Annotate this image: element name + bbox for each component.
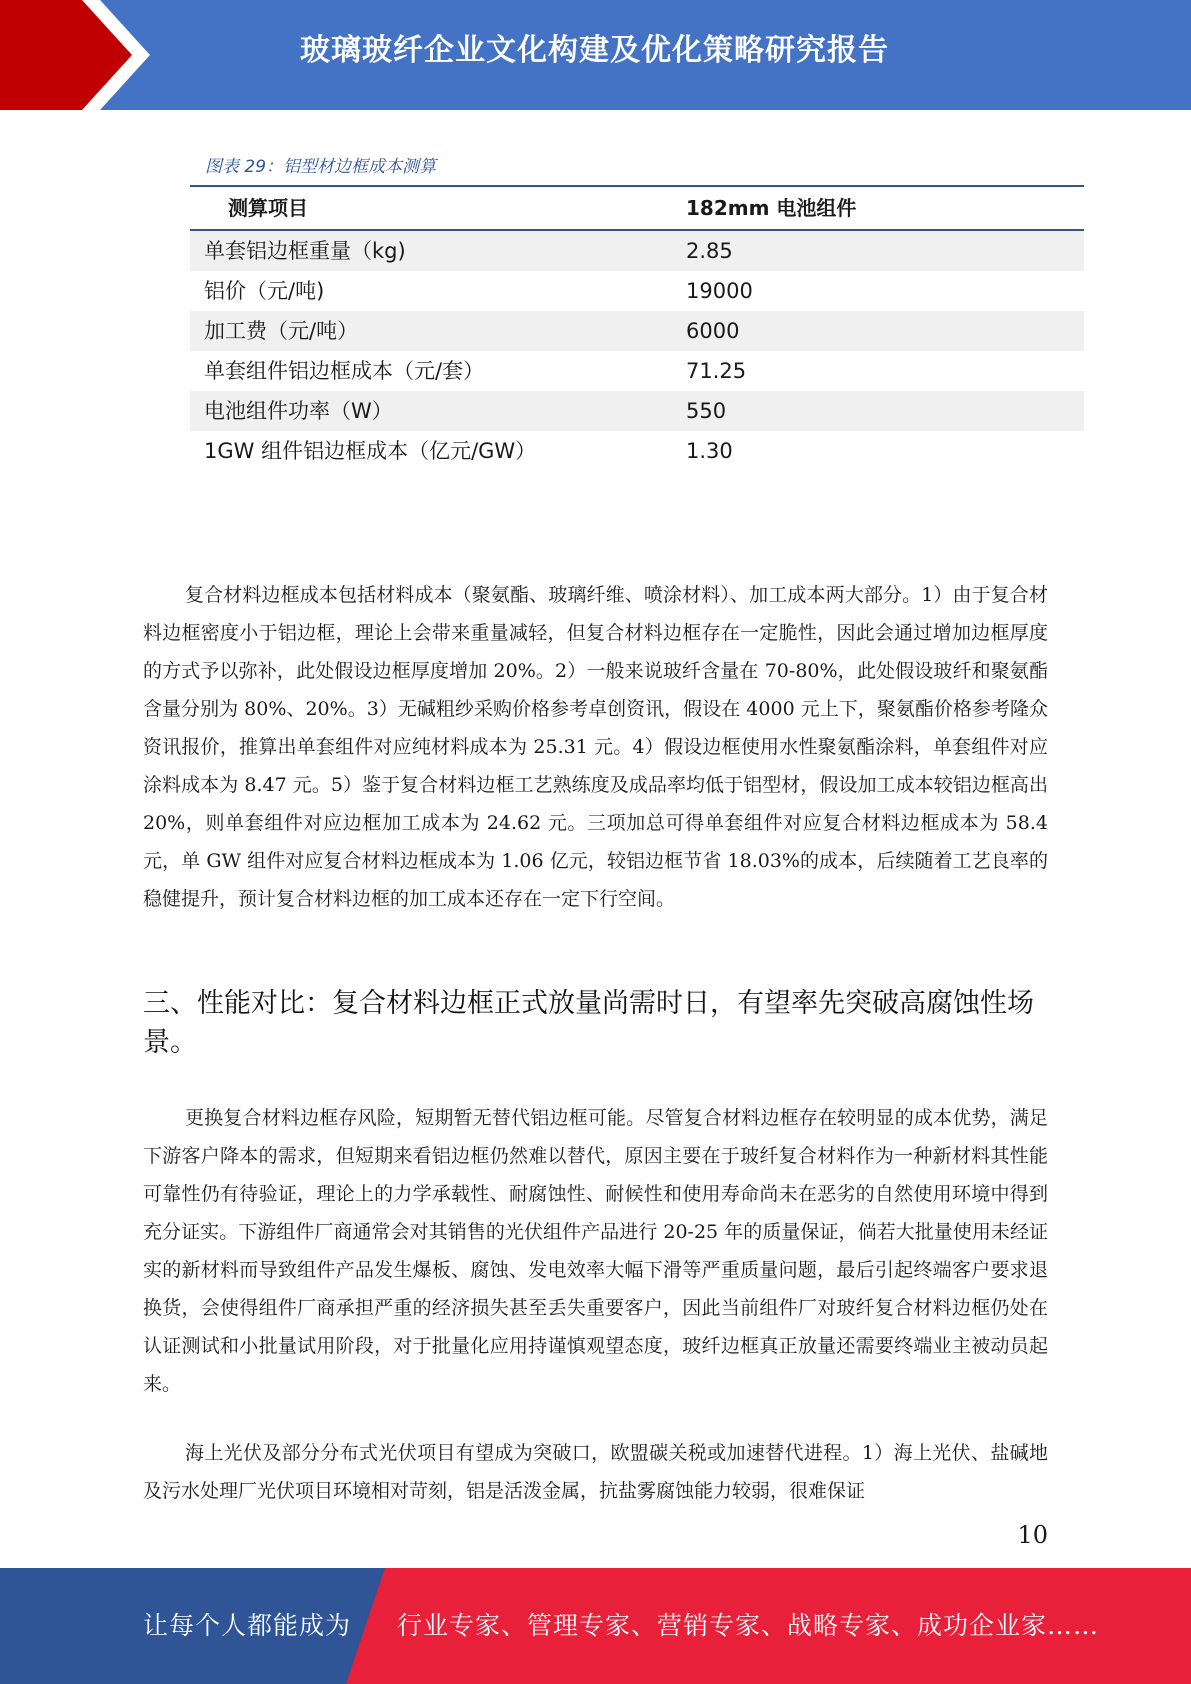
table-caption: 图表 29：铝型材边框成本测算 <box>205 157 437 177</box>
footer-slogan-left: 让每个人都能成为 <box>143 1611 352 1640</box>
table-row <box>190 391 1084 431</box>
table-header-value: 182mm 电池组件 <box>686 196 857 220</box>
footer-slogan-right: 行业专家、管理专家、营销专家、战略专家、成功企业家…… <box>397 1611 1100 1640</box>
table-cell-item: 单套铝边框重量（kg) <box>204 239 406 263</box>
table-cell-item: 电池组件功率（W） <box>204 399 393 423</box>
page-number: 10 <box>1017 1521 1048 1549</box>
paragraph-composite-cost: 复合材料边框成本包括材料成本（聚氨酯、玻璃纤维、喷涂材料）、加工成本两大部分。1）由于复合材料边框密度小于铝边框，理论上会带来重量减轻，但复合材料边框存在一定脆性，因此会通过增加边框厚度的方式予以弥补，此处假设边框厚度增加 20%。2）一般来说玻纤含量在 70-80%，此处假设玻纤和聚氨酯含量分别为 80%、20%。3）无碱粗纱采购价格参考卓创资讯，假设在 4000 元上下，聚氨酯价格参考隆众资讯报价，推算出单套组件对应纯材料成本为 25.31 元。4）假设边框使用水性聚氨酯涂料，单套组件对应涂料成本为 8.47 元。5）鉴于复合材料边框工艺熟练度及成品率均低于铝型材，假设加工成本较铝边框高出 20%，则单套组件对应边框加工成本为 24.62 元。三项加总可得单套组件对应复合材料边框成本为 58.4 元，单 GW 组件对应复合材料边框成本为 1.06 亿元，较铝边框节省 18.03%的成本，后续随着工艺良率的稳健提升，预计复合材料边框的加工成本还存在一定下行空间。 <box>143 584 1048 910</box>
table-row <box>190 351 1084 391</box>
table-cell-value: 71.25 <box>686 359 747 383</box>
table-cell-value: 550 <box>686 399 727 423</box>
paragraph-replacement-risk: 更换复合材料边框存风险，短期暂无替代铝边框可能。尽管复合材料边框存在较明显的成本优势，满足下游客户降本的需求，但短期来看铝边框仍然难以替代，原因主要在于玻纤复合材料作为一种新材料其性能可靠性仍有待验证，理论上的力学承载性、耐腐蚀性、耐候性和使用寿命尚未在恶劣的自然使用环境中得到充分证实。下游组件厂商通常会对其销售的光伏组件产品进行 20-25 年的质量保证，倘若大批量使用未经证实的新材料而导致组件产品发生爆板、腐蚀、发电效率大幅下滑等严重质量问题，最后引起终端客户要求退换货，会使得组件厂商承担严重的经济损失甚至丢失重要客户，因此当前组件厂对玻纤复合材料边框仍处在认证测试和小批量试用阶段，对于批量化应用持谨慎观望态度，玻纤边框真正放量还需要终端业主被动员起来。 <box>143 1107 1048 1395</box>
table-cell-item: 单套组件铝边框成本（元/套） <box>204 359 485 383</box>
paragraph-offshore-pv: 海上光伏及部分分布式光伏项目有望成为突破口，欧盟碳关税或加速替代进程。1）海上光伏、盐碱地及污水处理厂光伏项目环境相对苛刻，铝是活泼金属，抗盐雾腐蚀能力较弱，很难保证 <box>143 1442 1048 1502</box>
table-header-item: 测算项目 <box>228 196 308 220</box>
table-cell-item: 1GW 组件铝边框成本（亿元/GW） <box>204 439 537 463</box>
table-row <box>190 271 1084 311</box>
table-cell-item: 铝价（元/吨) <box>204 279 325 303</box>
table-cell-value: 2.85 <box>686 239 733 263</box>
page-header <box>0 0 1191 110</box>
table-row <box>190 431 1084 471</box>
header-title: 玻璃玻纤企业文化构建及优化策略研究报告 <box>300 33 889 68</box>
table-cell-value: 19000 <box>686 279 753 303</box>
table-header-row <box>190 185 1084 231</box>
section-heading: 三、性能对比：复合材料边框正式放量尚需时日，有望率先突破高腐蚀性场景。 <box>143 988 1034 1058</box>
cost-table <box>190 185 1084 471</box>
table-cell-item: 加工费（元/吨） <box>204 319 359 343</box>
table-row <box>190 231 1084 271</box>
table-row <box>190 311 1084 351</box>
table-cell-value: 6000 <box>686 319 740 343</box>
table-cell-value: 1.30 <box>686 439 733 463</box>
page-footer <box>0 1568 1191 1684</box>
